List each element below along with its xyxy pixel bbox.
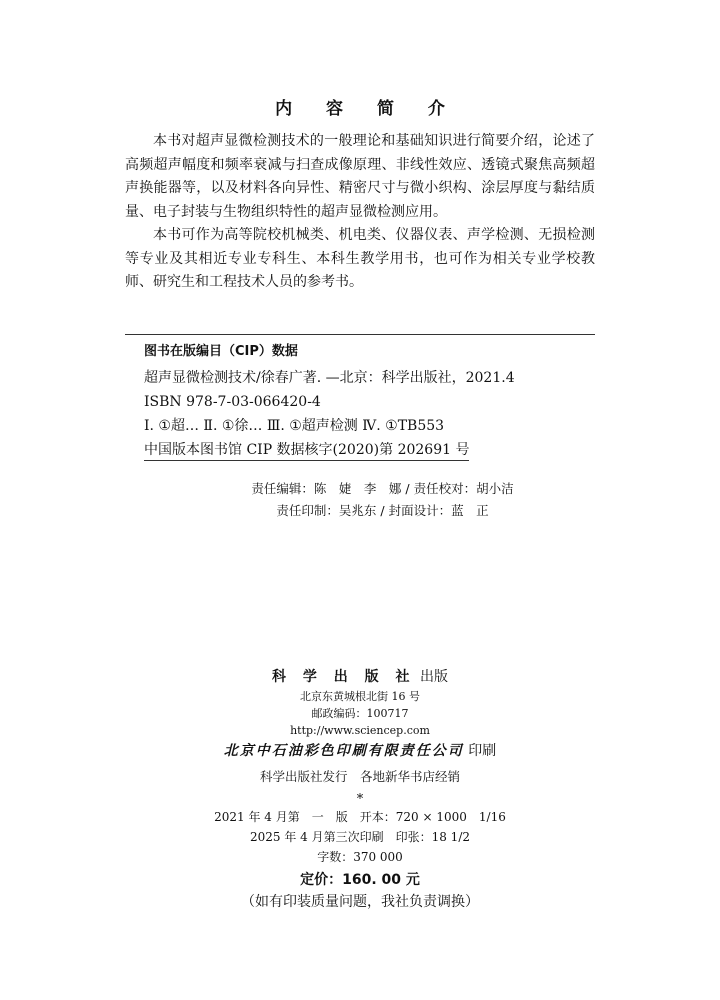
cip-block — [144, 340, 584, 462]
cip-heading: 图书在版编目（CIP）数据 — [144, 344, 298, 359]
edition-line-1: 2021 年 4 月第 一 版 开本：720 × 1000 1/16 — [214, 810, 506, 824]
printer-suffix: 印刷 — [463, 743, 497, 759]
cip-top-rule — [125, 334, 595, 335]
colophon-block — [0, 666, 720, 913]
publisher-logo-text: 科 学 出 版 社 — [272, 669, 416, 685]
publisher-line — [0, 666, 720, 688]
separator-star: * — [356, 792, 364, 807]
credits-editors: 责任编辑：陈 婕 李 娜 / 责任校对：胡小洁 — [251, 481, 514, 496]
edition-line-2: 2025 年 4 月第三次印刷 印张：18 1/2 — [249, 830, 470, 844]
printer-line — [0, 741, 720, 761]
quality-note: （如有印装质量问题，我社负责调换） — [241, 894, 479, 910]
cip-line-record — [144, 438, 584, 462]
cip-line-title: 超声显微检测技术/徐春广著. —北京：科学出版社，2021.4 — [144, 370, 515, 386]
publisher-postcode: 邮政编码：100717 — [311, 707, 409, 720]
cip-line-isbn: ISBN 978-7-03-066420-4 — [144, 394, 321, 410]
intro-section — [125, 130, 595, 295]
intro-paragraph-2: 本书可作为高等院校机械类、机电类、仪器仪表、声学检测、无损检测等专业及其相近专业专科生、本科生教学用书，也可作为相关专业学校教师、研究生和工程技术人员的参考书。 — [125, 227, 595, 290]
cip-line-classification: Ⅰ. ①超… Ⅱ. ①徐… Ⅲ. ①超声检测 Ⅳ. ①TB553 — [144, 418, 445, 434]
page-title: 内 容 简 介 — [275, 99, 459, 119]
printer-name: 北京中石油彩色印刷有限责任公司 — [223, 743, 464, 759]
credits-production: 责任印制：吴兆东 / 封面设计：蓝 正 — [276, 503, 489, 518]
intro-paragraph-1: 本书对超声显微检测技术的一般理论和基础知识进行简要介绍，论述了高频超声幅度和频率衰减与扫查成像原理、非线性效应、透镜式聚焦高频超声换能器等，以及材料各向异性、精密尺寸与微小织构、涂层厚度与黏结质量、电子封装与生物组织特性的超声显微检测应用。 — [125, 133, 595, 220]
word-count: 字数：370 000 — [317, 850, 403, 864]
cip-record-number: 中国版本图书馆 CIP 数据核字(2020)第 202691 号 — [144, 440, 469, 461]
publisher-address: 北京东黄城根北街 16 号 — [300, 690, 420, 703]
distribution-line: 科学出版社发行 各地新华书店经销 — [259, 769, 460, 784]
credits-block — [0, 478, 720, 522]
publisher-suffix: 出版 — [415, 669, 448, 685]
price-line: 定价：160. 00 元 — [300, 872, 420, 888]
publisher-website: http://www.sciencep.com — [290, 724, 430, 737]
